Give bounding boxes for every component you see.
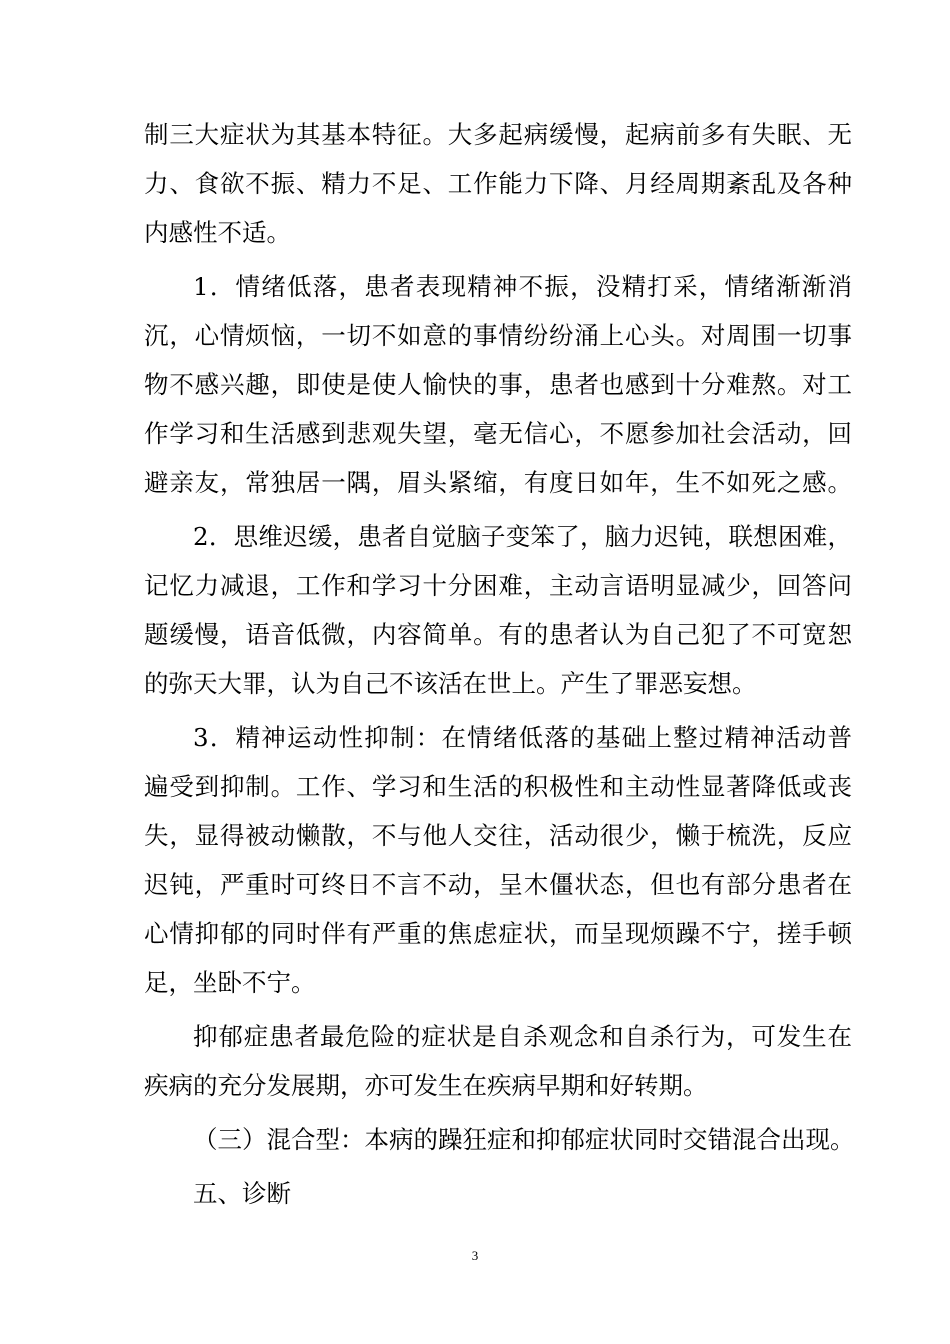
text-line: 疾病的充分发展期，亦可发生在疾病早期和好转期。 bbox=[144, 1071, 708, 1100]
section-heading-diagnosis bbox=[144, 1169, 852, 1218]
text-line: 物不感兴趣，即使是使人愉快的事，患者也感到十分难熬。对工 bbox=[144, 370, 852, 399]
document-page bbox=[144, 110, 855, 1218]
text-line: 抑郁症患者最危险的症状是自杀观念和自杀行为，可发生在 bbox=[193, 1022, 852, 1051]
text-line: 心情抑郁的同时伴有严重的焦虑症状，而呈现烦躁不宁，搓手顿 bbox=[144, 919, 852, 948]
page-number: 3 bbox=[471, 1248, 479, 1263]
text-line: 题缓慢，语音低微，内容简单。有的患者认为自己犯了不可宽恕 bbox=[144, 620, 852, 649]
paragraph-motor-inhibition bbox=[144, 713, 852, 1007]
text-line: 遍受到抑制。工作、学习和生活的积极性和主动性显著降低或丧 bbox=[144, 772, 852, 801]
text-line: 力、食欲不振、精力不足、工作能力下降、月经周期紊乱及各种 bbox=[144, 169, 852, 198]
text-line: 足，坐卧不宁。 bbox=[144, 968, 316, 997]
text-line: 3．精神运动性抑制：在情绪低落的基础上整过精神活动普 bbox=[193, 723, 852, 752]
text-line: （三）混合型：本病的躁狂症和抑郁症状同时交错混合出现。 bbox=[193, 1125, 855, 1154]
text-line: 的弥天大罪，认为自己不该活在世上。产生了罪恶妄想。 bbox=[144, 669, 757, 698]
text-line: 失，显得被动懒散，不与他人交往，活动很少，懒于梳洗，反应 bbox=[144, 821, 852, 850]
text-line: 记忆力减退，工作和学习十分困难，主动言语明显减少，回答问 bbox=[144, 571, 852, 600]
paragraph-intro bbox=[144, 110, 852, 257]
text-line: 制三大症状为其基本特征。大多起病缓慢，起病前多有失眠、无 bbox=[144, 120, 852, 149]
text-line: 沉，心情烦恼，一切不如意的事情纷纷涌上心头。对周围一切事 bbox=[144, 321, 852, 350]
paragraph-slow-thinking bbox=[144, 512, 852, 708]
text-line: 五、诊断 bbox=[193, 1179, 291, 1208]
text-line: 避亲友，常独居一隅，眉头紧缩，有度日如年，生不如死之感。 bbox=[144, 468, 852, 497]
text-line: 内感性不适。 bbox=[144, 218, 291, 247]
text-line: 1．情绪低落，患者表现精神不振，没精打采，情绪渐渐消 bbox=[193, 272, 852, 301]
paragraph-suicide-risk bbox=[144, 1012, 852, 1110]
text-line: 迟钝，严重时可终日不言不动，呈木僵状态，但也有部分患者在 bbox=[144, 870, 852, 899]
text-line: 作学习和生活感到悲观失望，毫无信心，不愿参加社会活动，回 bbox=[144, 419, 852, 448]
text-line: 2．思维迟缓，患者自觉脑子变笨了，脑力迟钝，联想困难， bbox=[193, 522, 852, 551]
paragraph-mixed-type bbox=[144, 1115, 855, 1164]
paragraph-mood-low bbox=[144, 262, 852, 507]
